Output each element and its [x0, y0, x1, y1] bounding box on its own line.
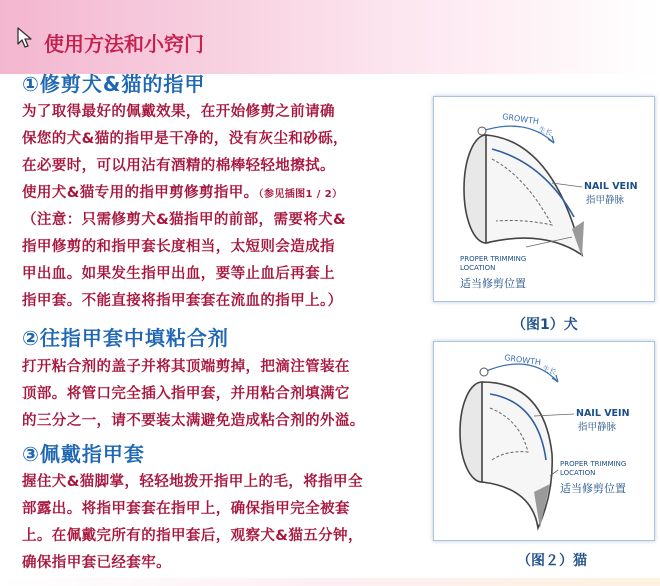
growth-label: GROWTH	[503, 353, 542, 368]
growth-label-cn: 生长	[537, 125, 554, 138]
section1-line-1: 为了取得最好的佩戴效果，在开始修剪之前请确	[22, 104, 335, 120]
section1-line-7: 甲出血。如果发生指甲出血，要等止血后再套上	[22, 266, 335, 282]
trim-location-label-cn: 适当修剪位置	[460, 277, 526, 290]
section3-title: ③佩戴指甲套	[22, 442, 145, 466]
section2-line-2: 顶部。将管口完全插入指甲套，并用粘合剂填满它	[22, 386, 350, 402]
trim-location-label-2: LOCATION	[560, 469, 596, 477]
section2-line-3: 的三分之一，请不要装太满避免造成粘合剂的外溢。	[22, 413, 365, 429]
section1-line-5: （注意：只需修剪犬&猫指甲的前部，需要将犬&	[22, 212, 347, 228]
trim-location-label-cn: 适当修剪位置	[560, 482, 626, 495]
figure-reference-note: （参见插图1 / 2）	[258, 189, 343, 200]
growth-origin-dot	[478, 127, 486, 135]
nail-vein-label: NAIL VEIN	[584, 181, 638, 192]
figure2-panel	[433, 341, 655, 541]
section1-line-3: 在必要时，可以用沾有酒精的棉棒轻轻地擦拭。	[22, 158, 335, 174]
section1-line-8: 指甲套。不能直接将指甲套套在流血的指甲上。）	[22, 293, 343, 309]
section1-title: ①修剪犬&猫的指甲	[22, 72, 206, 96]
section3-line-4: 确保指甲套已经套牢。	[22, 555, 171, 571]
figure1-caption: （图1）犬	[512, 317, 578, 333]
growth-label-cn: 生长	[541, 364, 558, 377]
page-title: 使用方法和小窍门	[44, 32, 204, 56]
growth-origin-dot	[480, 368, 488, 376]
trim-location-label: PROPER TRIMMING	[560, 460, 627, 468]
section3-line-3: 上。在佩戴完所有的指甲套后，观察犬&猫五分钟，	[22, 528, 363, 544]
growth-label: GROWTH	[501, 112, 540, 127]
claw-shape	[486, 135, 582, 255]
section3-line-1: 握住犬&猫脚掌，轻轻地拨开指甲上的毛，将指甲全	[22, 474, 363, 490]
bottom-band	[0, 578, 660, 586]
figure1-nail-diagram	[434, 97, 654, 301]
section1-line-4	[22, 181, 342, 202]
trim-location-label: PROPER TRIMMING	[460, 255, 527, 263]
section1-line-4-text: 使用犬&猫专用的指甲剪修剪指甲。	[22, 185, 259, 201]
nail-vein-label: NAIL VEIN	[576, 408, 630, 419]
nail-vein-label-cn: 指甲静脉	[586, 195, 625, 206]
section2-line-1: 打开粘合剂的盖子并将其顶端剪掉，把滴注管装在	[22, 359, 350, 375]
section2-title: ②往指甲套中填粘合剂	[22, 326, 229, 350]
section3-line-2: 部露出。将指甲套套在指甲上，确保指甲完全被套	[22, 501, 350, 517]
trim-location-label-2: LOCATION	[460, 264, 496, 272]
section1-line-6: 指甲修剪的和指甲套长度相当，太短则会造成指	[22, 239, 335, 255]
cursor-arrow-icon	[17, 27, 35, 49]
figure2-caption: （图２）猫	[517, 553, 587, 569]
nail-vein-label-cn: 指甲静脉	[578, 422, 617, 433]
section1-line-2: 保您的犬&猫的指甲是干净的，没有灰尘和砂砾，	[22, 131, 348, 147]
figure1-panel	[433, 96, 655, 302]
figure2-nail-diagram	[434, 342, 654, 540]
